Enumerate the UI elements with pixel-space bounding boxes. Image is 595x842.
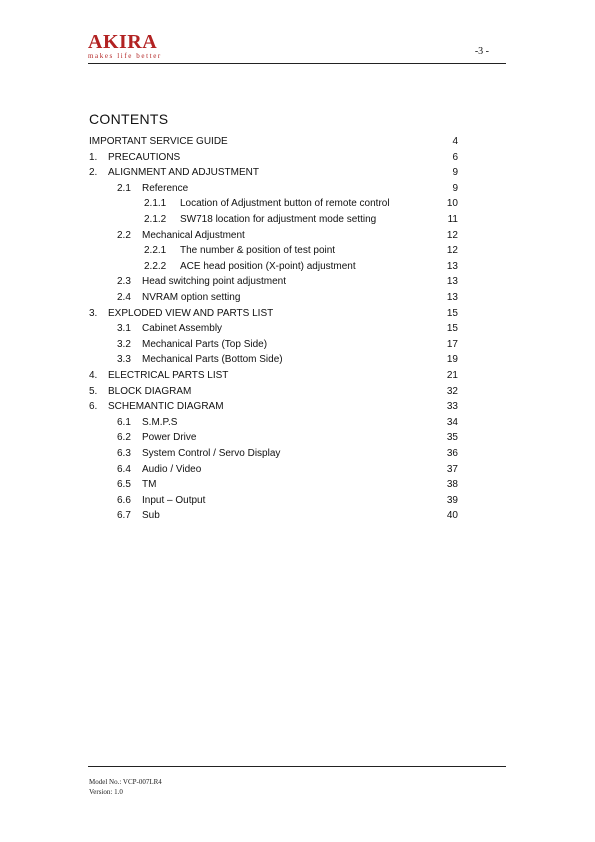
toc-entry-number: 6.5 (117, 479, 131, 491)
toc-entry-number: 6.4 (117, 463, 131, 475)
toc-entry (0, 478, 595, 492)
toc-entry-number: 6.7 (117, 510, 131, 522)
toc-entry-number: 3.1 (117, 323, 131, 335)
toc-entry-page: 36 (446, 448, 458, 459)
model-number: Model No.: VCP-007LR4 (89, 778, 162, 786)
toc-entry-page: 9 (452, 182, 458, 194)
toc-entry-label: IMPORTANT SERVICE GUIDE (89, 136, 228, 147)
toc-entry-label: ACE head position (X-point) adjustment (180, 260, 356, 272)
toc-entry (0, 353, 595, 367)
toc-entry (0, 322, 595, 336)
toc-entry-page: 9 (452, 167, 458, 179)
header-divider (88, 63, 506, 64)
toc-entry-number: 2.2.2 (144, 260, 167, 272)
toc-entry-page: 13 (446, 276, 458, 288)
toc-entry-number: 4. (89, 370, 98, 381)
toc-entry-number: 2.1 (117, 182, 131, 194)
toc-entry-label: S.M.P.S (142, 416, 178, 428)
toc-entry-page: 10 (446, 198, 458, 210)
toc-entry-label: PRECAUTIONS (108, 151, 181, 163)
toc-entry-number: 3. (89, 307, 98, 319)
toc-entry-page: 32 (446, 385, 458, 397)
toc-entry-page: 15 (446, 307, 458, 319)
toc-entry-page: 13 (446, 292, 458, 303)
toc-entry-label: Power Drive (142, 432, 197, 444)
toc-entry-page: 38 (446, 479, 458, 491)
toc-entry-number: 5. (89, 385, 98, 397)
toc-entry-number: 2. (89, 167, 98, 179)
toc-entry-label: Input – Output (142, 494, 206, 506)
toc-entry-label: The number & position of test point (180, 245, 336, 257)
toc-entry-number: 2.3 (117, 276, 131, 288)
footer (89, 777, 162, 797)
toc-entry (0, 400, 595, 414)
toc-entry-label: EXPLODED VIEW AND PARTS LIST (108, 307, 274, 319)
toc-entry (0, 338, 595, 352)
toc-entry-number: 3.2 (117, 338, 131, 350)
toc-entry-label: Mechanical Adjustment (142, 229, 245, 241)
toc-entry-page: 35 (446, 432, 458, 444)
toc-entry (0, 291, 595, 305)
toc-entry-label: System Control / Servo Display (142, 448, 281, 459)
toc-entry (0, 463, 595, 477)
toc-entry-number: 6.6 (117, 494, 131, 506)
toc-entry-label: Mechanical Parts (Bottom Side) (142, 354, 283, 366)
toc-entry-label: BLOCK DIAGRAM (108, 385, 192, 397)
toc-entry-label: Audio / Video (142, 463, 202, 475)
toc-entry (0, 369, 595, 383)
toc-entry (0, 275, 595, 289)
toc-entry (0, 244, 595, 258)
toc-entry-number: 2.2.1 (144, 245, 167, 257)
page-number: -3 - (474, 46, 489, 57)
toc-entry-page: 21 (446, 370, 458, 381)
toc-entry-label: SCHEMANTIC DIAGRAM (108, 401, 224, 413)
toc-entry-page: 12 (446, 245, 458, 257)
toc-entry (0, 151, 595, 165)
toc-entry-number: 6.3 (117, 448, 131, 459)
toc-entry-page: 13 (446, 260, 458, 272)
footer-divider (88, 766, 506, 767)
toc-entry-number: 2.1.2 (144, 214, 167, 225)
toc-entry (0, 385, 595, 399)
toc-entry (0, 447, 595, 461)
toc-entry-label: Location of Adjustment button of remote control (180, 198, 390, 210)
toc-entry (0, 197, 595, 211)
toc-entry (0, 494, 595, 508)
toc-entry (0, 182, 595, 196)
toc-entry-page: 12 (446, 229, 458, 241)
toc-entry-number: 6.2 (117, 432, 131, 444)
toc-entry (0, 509, 595, 523)
version-label: Version: 1.0 (89, 788, 123, 796)
toc-entry-page: 11 (447, 214, 458, 225)
toc-entry-page: 4 (452, 136, 458, 147)
toc-entry-label: ALIGNMENT AND ADJUSTMENT (108, 167, 259, 179)
toc-entry-label: Head switching point adjustment (142, 276, 286, 288)
toc-entry-page: 17 (446, 338, 458, 350)
akira-logo (88, 32, 162, 60)
toc-entry-number: 1. (89, 151, 98, 163)
logo-text: AKIRA (88, 31, 158, 53)
toc-entry-number: 2.2 (117, 229, 131, 241)
toc-entry-page: 37 (446, 463, 458, 475)
toc-entry-label: NVRAM option setting (142, 292, 241, 303)
toc-entry-page: 34 (446, 416, 458, 428)
toc-entry (0, 213, 595, 227)
toc-entry (0, 260, 595, 274)
toc-entry (0, 135, 595, 149)
toc-entry (0, 166, 595, 180)
toc-entry-label: Mechanical Parts (Top Side) (142, 338, 268, 350)
toc-entry (0, 229, 595, 243)
toc-entry-page: 19 (446, 354, 458, 366)
toc-entry-label: SW718 location for adjustment mode setting (180, 214, 377, 225)
toc-entry-label: TM (142, 479, 157, 491)
page-title: CONTENTS (89, 111, 169, 127)
toc-entry-label: ELECTRICAL PARTS LIST (108, 370, 229, 381)
toc-entry-number: 2.1.1 (144, 198, 167, 210)
toc-entry-label: Sub (142, 510, 160, 522)
toc-entry (0, 307, 595, 321)
logo-tagline: makes life better (88, 52, 162, 60)
toc-entry-label: Cabinet Assembly (142, 323, 223, 335)
toc-entry-page: 15 (446, 323, 458, 335)
toc-entry-number: 2.4 (117, 292, 131, 303)
toc-entry-page: 6 (452, 151, 458, 163)
toc-entry-number: 6. (89, 401, 98, 413)
toc-entry-page: 39 (446, 494, 458, 506)
toc-entry-label: Reference (142, 182, 189, 194)
toc-entry (0, 431, 595, 445)
toc-entry (0, 416, 595, 430)
toc-entry-number: 6.1 (117, 416, 131, 428)
toc-entry-page: 40 (446, 510, 458, 522)
toc-entry-page: 33 (446, 401, 458, 413)
toc-entry-number: 3.3 (117, 354, 131, 366)
